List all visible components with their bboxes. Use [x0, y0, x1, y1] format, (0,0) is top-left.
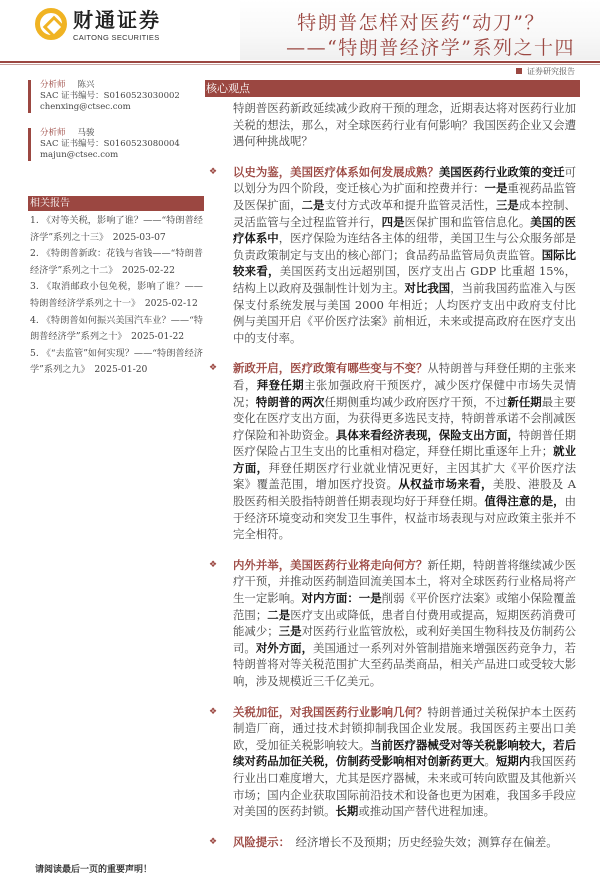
body-text: 特朗普任期医疗保险占卫生支出的比重相对稳定，拜登任期比重逐年上升；: [233, 427, 576, 459]
viewpoint-section: [209, 164, 576, 347]
body-text: 最主要变化在医疗支出方面，为获得更多选民支持，特朗普承诺不会削减医疗保险和补助资金。: [233, 394, 576, 442]
emphasis-text: 四是: [381, 214, 405, 229]
body-text: 经济增长不及预期；历史经验失效；测算存在偏差。: [284, 834, 558, 849]
body-text: 可以划分为四个阶段，变迁核心为扩面和控费并行：: [233, 164, 576, 196]
viewpoint-heading: 以史为鉴，美国医疗体系如何发展成熟？: [233, 164, 439, 179]
emphasis-text: 特朗普的两次: [255, 394, 325, 409]
analyst-card: [28, 80, 203, 113]
emphasis-text: 对内方面：一是: [301, 591, 382, 606]
emphasis-text: 对比我国: [404, 280, 451, 295]
bullet-icon: ❖: [209, 363, 218, 374]
header-rule-thin: [0, 64, 600, 65]
emphasis-text: 三是: [278, 624, 302, 639]
emphasis-text: 国际比较来看，: [233, 247, 576, 279]
body-text: 新任期，特朗普将继续减少医疗干预，并推动医药制造回流美国本土，将对全球医药行业格局将产生一定影响。: [233, 557, 576, 606]
analyst-email[interactable]: chenxing@ctsec.com: [40, 102, 131, 112]
body-text: 拜登任期医疗行业就业情况更好，主因其扩大《平价医疗法案》覆盖范围，增加医疗投资。: [233, 460, 576, 492]
body-text: 美国通过一系列对外管制措施来增强医药竞争力，若特朗普将对等关税范围扩大至药品类商品，相关产品进口或受较大影响，涉及规模近三千亿美元。: [233, 640, 576, 688]
body-text: 美股、港股及 A 股医药相关股指特朗普任期表现均好于拜登任期。: [233, 477, 576, 509]
analyst-card: [28, 128, 203, 161]
viewpoint-section: [209, 834, 576, 851]
emphasis-text: 拜登任期: [256, 377, 305, 392]
emphasis-text: 新任期: [507, 394, 542, 409]
body-text: 任期侧重均减少政府医疗干预，不过: [324, 394, 508, 409]
disclaimer-note: 请阅读最后一页的重要声明！: [35, 865, 153, 876]
core-views-heading: 核心观点: [205, 80, 580, 97]
analyst-sac: SAC 证书编号：S0160523030002: [40, 91, 180, 101]
emphasis-text: 二是: [267, 607, 291, 622]
viewpoint-paragraph: [233, 360, 576, 543]
body-text: 支付方式改革和提升监管灵活性，: [324, 197, 496, 212]
emphasis-text: 长期: [335, 804, 359, 819]
report-type: 证券研究报告: [516, 66, 575, 77]
viewpoint-paragraph: [233, 557, 576, 690]
analyst-name: 陈兴: [77, 80, 95, 90]
viewpoint-paragraph: [233, 704, 576, 820]
viewpoint-paragraph: [233, 164, 576, 347]
body-text: 对医药行业监管放松，或利好美国生物科技及仿制药公司。: [233, 624, 576, 655]
viewpoint-section: [209, 557, 576, 690]
viewpoint-section: [209, 704, 576, 820]
analyst-role: 分析师: [40, 128, 66, 138]
viewpoint-heading: 内外并举，美国医药行业将走向何方？: [233, 557, 428, 572]
bullet-icon: ❖: [209, 559, 218, 570]
viewpoint-heading: 新政开启，医疗政策有哪些变与不变？: [233, 361, 428, 376]
related-report-item[interactable]: 4. 《特朗普如何振兴美国汽车业？——“特朗普经济学”系列之十》 2025-01-22: [30, 314, 203, 343]
body-text: 医疗支出或降低，患者自付费用或提高，短期医药消费可能减少；: [233, 607, 576, 639]
emphasis-text: 当前医疗器械受对等关税影响较大，若后续对药品加征关税，仿制药受影响相对创新药更大: [233, 737, 576, 769]
viewpoint-heading: 关税加征，对我国医药行业影响几何？: [233, 704, 428, 719]
emphasis-text: 美国医药行业政策的变迁: [438, 164, 565, 179]
body-text: 或推动国产替代进程加速。: [358, 804, 496, 819]
body-text: 我国医药行业出口难度增大，尤其是医疗器械，未来或可转向欧盟及其他新兴市场；国内企业获取国际前沿技术和设备也更为困难，我国多手段应对美国的医药封锁。: [233, 754, 576, 819]
related-report-item[interactable]: 2. 《特朗普新政：花钱与省钱——“特朗普经济学”系列之十二》 2025-02-22: [30, 248, 203, 276]
emphasis-text: 从权益市场来看，: [398, 477, 493, 492]
body-text: 主张加强政府干预医疗，减少医疗保健中市场失灵情况；: [233, 377, 576, 409]
body-text: ，医疗保险为连结各主体的纽带，美国卫生与公众服务部是负责政策制定与支出的核心部门；食品药品监管局负责监管。: [233, 231, 576, 262]
emphasis-text: 短期内: [495, 754, 531, 769]
body-text: 成本控制、灵活监管与全过程监管并行，: [233, 197, 576, 229]
bullet-icon: ❖: [209, 836, 218, 847]
company-logo: [35, 8, 165, 40]
emphasis-text: 值得注意的是，: [484, 494, 565, 509]
viewpoint-section: [209, 360, 576, 543]
bullet-icon: ❖: [209, 706, 218, 717]
body-text: 由于经济环境变动和突发卫生事件，权益市场表现与对应政策主张并不完全相符。: [233, 494, 576, 542]
analyst-name: 马骏: [77, 128, 95, 138]
analyst-email[interactable]: majun@ctsec.com: [40, 150, 119, 160]
body-text: ，当前我国药监准入与医保支付系统发展与美国 2000 年相近；人均医疗支出中政府支付比例与美国开启《平价医疗法案》前相近，未来或提高政府在医疗支出中的支付率。: [233, 280, 576, 345]
emphasis-text: 对外方面，: [255, 640, 314, 655]
related-report-item[interactable]: 3. 《取消邮政小包免税，影响了谁？——特朗普经济学系列之十一》 2025-02-12: [30, 281, 203, 309]
bullet-icon: ❖: [209, 166, 218, 177]
header-rule: [0, 61, 600, 63]
related-report-item[interactable]: 1. 《对等关税，影响了谁？——“特朗普经济学”系列之十三》 2025-03-07: [30, 215, 203, 243]
body-text: 削弱《平价医疗法案》或缩小保险覆盖范围；: [233, 591, 576, 622]
emphasis-text: 一是: [484, 181, 508, 196]
emphasis-text: 就业方面，: [233, 444, 576, 475]
report-subtitle: ——“特朗普经济学”系列之十四: [286, 37, 575, 59]
viewpoint-heading: 风险提示：: [233, 834, 285, 849]
related-reports-list: [30, 213, 203, 379]
viewpoint-paragraph: [233, 834, 576, 851]
body-text: 。: [484, 754, 496, 769]
analyst-sac: SAC 证书编号：S0160523080004: [40, 139, 180, 149]
emphasis-text: 具体来看经济表现，保险支出方面，: [335, 427, 519, 442]
emphasis-text: 美国的医疗体系中: [233, 214, 576, 246]
logo-icon: [35, 8, 67, 40]
body-text: 美国医药支出远超别国，医疗支出占 GDP 比重超 15%，结构上以政府及强制性计划为主。: [233, 264, 576, 295]
logo-cn: 财通证券: [73, 8, 161, 32]
analyst-role: 分析师: [40, 80, 66, 90]
report-title: 特朗普怎样对医药“动刀”？: [297, 12, 545, 34]
body-text: 医保扩围和监管信息化。: [404, 214, 531, 229]
logo-en: CAITONG SECURITIES: [73, 33, 160, 42]
emphasis-text: 三是: [495, 197, 519, 212]
intro-paragraph: 特朗普医药新政延续减少政府干预的理念，近期表达将对医药行业加关税的想法，那么，对全球医药行业有何影响？我国医药企业又会遭遇何种挑战呢？: [233, 101, 576, 149]
related-reports-heading: 相关报告: [28, 196, 204, 211]
body-text: 从特朗普与拜登任期的主张来看，: [233, 361, 576, 392]
body-text: 特朗普通过关税保护本土医药制造厂商，通过技术封锁抑制我国企业发展。我国医药主要出口美欧，受加征关税影响较大。: [233, 704, 576, 752]
related-report-item[interactable]: 5. 《“去监管”如何实现？——“特朗普经济学”系列之九》 2025-01-20: [30, 347, 203, 376]
emphasis-text: 二是: [301, 197, 325, 212]
body-text: 重视药品监管及医保扩面，: [233, 181, 576, 212]
